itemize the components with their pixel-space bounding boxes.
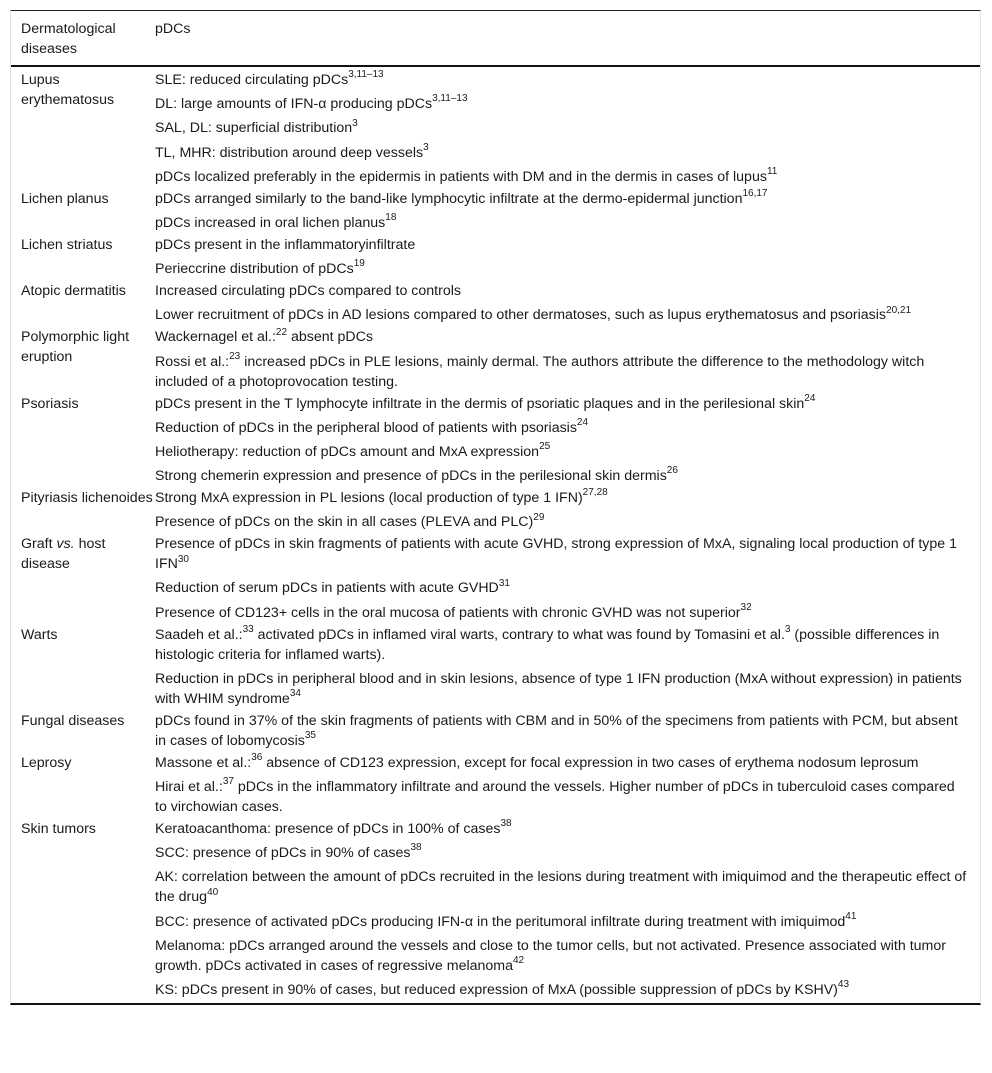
disease-name-cell: Graft vs. host disease: [21, 536, 106, 573]
finding-item: BCC: presence of activated pDCs producing IFN-α in the peritumoral infiltrate during treatment with imiquimod$^{41}$: [155, 910, 857, 930]
disease-name-cell: Polymorphic light eruption: [21, 329, 130, 366]
reference-superscript: 25: [539, 441, 551, 453]
finding-item: Reduction of pDCs in the peripheral blood of patients with psoriasis$^{24}$: [155, 416, 589, 436]
finding-item: Massone et al.:$^{36}$ absence of CD123 expression, except for focal expression in two cases of erythema nodosum leprosum: [155, 752, 919, 771]
finding-item: Heliotherapy: reduction of pDCs amount and MxA expression$^{25}$: [155, 441, 551, 460]
table-row: [11, 326, 980, 392]
reference-superscript: 31: [498, 577, 510, 589]
pdcs-findings-cell: [155, 710, 980, 752]
finding-item: Perieccrine distribution of pDCs$^{19}$: [155, 258, 365, 278]
finding-item: Hirai et al.:$^{37}$ pDCs in the inflammatory infiltrate and around the vessels. Higher number of pDCs in tuberculoid cases compared to virchowian cases.: [155, 776, 955, 815]
reference-superscript: 32: [740, 601, 752, 613]
table-row: [11, 280, 980, 326]
reference-superscript: 38: [500, 818, 512, 830]
finding-item: AK: correlation between the amount of pDCs recruited in the lesions during treatment with imiquimod and the therapeutic effect of the drug$^{40}$: [155, 869, 967, 906]
pdcs-findings-cell: [155, 393, 980, 488]
disease-name-cell: Lupus erythematosus: [21, 72, 115, 108]
finding-item: SAL, DL: superficial distribution$^3$: [155, 117, 358, 137]
disease-name-cell: Leprosy: [21, 754, 72, 771]
finding-item: Increased circulating pDCs compared to controls: [155, 283, 461, 300]
reference-superscript: 3,11–13: [348, 69, 384, 81]
reference-superscript: 36: [251, 752, 263, 764]
reference-superscript: 3: [784, 623, 791, 635]
table-header-row: [11, 11, 980, 67]
table-row: [11, 234, 980, 280]
finding-item: pDCs increased in oral lichen planus$^{18}$: [155, 212, 397, 231]
reference-superscript: 27,28: [582, 487, 608, 499]
reference-superscript: 37: [222, 776, 234, 788]
pdcs-findings-cell: [155, 752, 980, 818]
reference-superscript: 18: [385, 212, 397, 224]
finding-item: Strong chemerin expression and presence of pDCs in the perilesional skin dermis$^{26}$: [155, 465, 678, 485]
pdcs-findings-cell: [155, 533, 980, 623]
table-row: [11, 818, 980, 1001]
finding-item: Reduction of serum pDCs in patients with acute GVHD$^{31}$: [155, 577, 510, 597]
dermatological-diseases-pdcs-table: [10, 10, 981, 1005]
finding-item: pDCs present in the T lymphocyte infiltrate in the dermis of psoriatic plaques and in the perilesional skin$^{24}$: [155, 392, 816, 412]
reference-superscript: 16,17: [742, 188, 768, 200]
reference-superscript: 3: [423, 141, 429, 153]
disease-name-cell: Lichen planus: [21, 190, 109, 207]
finding-item: SLE: reduced circulating pDCs$^{3,11-13}$: [155, 69, 384, 88]
reference-superscript: 42: [513, 955, 525, 967]
reference-superscript: 38: [410, 842, 422, 854]
finding-item: Reduction in pDCs in peripheral blood and in skin lesions, absence of type 1 IFN production (MxA without expression) in patients with WHIM syndrome$^{34}$: [155, 670, 962, 707]
reference-superscript: 19: [353, 258, 365, 270]
pdcs-findings-cell: [155, 487, 980, 533]
table-row: [11, 487, 980, 533]
disease-name-cell: Fungal diseases: [21, 712, 125, 729]
disease-name-cell: Skin tumors: [21, 821, 96, 837]
table-row: [11, 624, 980, 710]
finding-item: pDCs present in the inflammatoryinfiltrate: [155, 236, 416, 253]
reference-superscript: 24: [804, 392, 816, 404]
pdcs-findings-cell: [155, 69, 980, 188]
table-row: [11, 533, 980, 623]
finding-item: Presence of CD123+ cells in the oral mucosa of patients with chronic GVHD was not superior$^{32}$: [155, 601, 752, 621]
reference-superscript: 33: [242, 623, 254, 635]
header-dermatological-diseases: Dermatological diseases: [21, 21, 116, 57]
reference-superscript: 26: [666, 465, 678, 477]
reference-superscript: 41: [845, 910, 857, 922]
table-row: [11, 710, 980, 752]
reference-superscript: 29: [533, 511, 545, 523]
pdcs-findings-cell: [155, 188, 980, 234]
disease-name-cell: Warts: [21, 626, 58, 643]
reference-superscript: 40: [207, 886, 219, 898]
finding-item: pDCs found in 37% of the skin fragments of patients with CBM and in 50% of the specimens from patients with PCM, but absent in cases of lobomycosis$^{35}$: [155, 712, 958, 749]
table-row: [11, 393, 980, 488]
reference-superscript: 43: [837, 979, 850, 991]
finding-item: Lower recruitment of pDCs in AD lesions compared to other dermatoses, such as lupus erythematosus and psoriasis$^{20,21}$: [155, 304, 912, 324]
disease-name-cell: Pityriasis lichenoides: [21, 490, 153, 507]
finding-item: KS: pDCs present in 90% of cases, but reduced expression of MxA (possible suppression of pDCs by KSHV)$^{43}$: [155, 979, 850, 998]
finding-item: Melanoma: pDCs arranged around the vessels and close to the tumor cells, but not activated. Presence associated with tumor growth. pDCs activated in cases of regressive melanoma$^{42}$: [155, 937, 946, 974]
header-pdcs: pDCs: [155, 21, 191, 37]
pdcs-findings-cell: [155, 326, 980, 392]
reference-superscript: 34: [289, 688, 301, 700]
finding-item: Wackernagel et al.:$^{22}$ absent pDCs: [155, 326, 374, 346]
reference-superscript: 3,11–13: [432, 93, 468, 105]
finding-item: pDCs localized preferably in the epidermis in patients with DM and in the dermis in cases of lupus$^{11}$: [155, 166, 778, 185]
finding-item: Presence of pDCs on the skin in all cases (PLEVA and PLC)$^{29}$: [155, 511, 545, 531]
table-row: [11, 188, 980, 234]
finding-item: Rossi et al.:$^{23}$ increased pDCs in PLE lesions, mainly dermal. The authors attribute the difference to the methodology witch included of a photoprovocation testing.: [155, 350, 925, 390]
disease-name-cell: Atopic dermatitis: [21, 283, 126, 300]
pdcs-findings-cell: [155, 234, 980, 280]
finding-item: SCC: presence of pDCs in 90% of cases$^{38}$: [155, 842, 422, 862]
finding-item: Keratoacanthoma: presence of pDCs in 100% of cases$^{38}$: [155, 818, 512, 837]
reference-superscript: 23: [229, 350, 241, 362]
table-row: [11, 752, 980, 818]
reference-superscript: 20,21: [886, 304, 912, 316]
pdcs-findings-cell: [155, 818, 980, 1001]
finding-item: Saadeh et al.:$^{33}$ activated pDCs in inflamed viral warts, contrary to what was found by Tomasini et al.$^3$ (possible differences in histologic criteria for inflamed warts).: [155, 623, 940, 663]
disease-name-cell: Lichen striatus: [21, 236, 113, 253]
disease-name-cell: Psoriasis: [21, 395, 79, 412]
reference-superscript: 11: [766, 166, 778, 178]
table-body: [11, 67, 980, 1003]
italic-text: vs.: [56, 536, 75, 553]
finding-item: DL: large amounts of IFN-α producing pDCs$^{3,11-13}$: [155, 93, 468, 113]
reference-superscript: 24: [576, 416, 589, 428]
pdcs-findings-cell: [155, 280, 980, 326]
pdcs-findings-cell: [155, 624, 980, 710]
reference-superscript: 3: [352, 117, 358, 129]
reference-superscript: 22: [275, 326, 288, 338]
finding-item: Strong MxA expression in PL lesions (local production of type 1 IFN)$^{27,28}$: [155, 487, 608, 507]
reference-superscript: 30: [177, 553, 189, 565]
reference-superscript: 35: [304, 730, 316, 742]
finding-item: Presence of pDCs in skin fragments of patients with acute GVHD, strong expression of MxA, signaling local production of type 1 IFN$^{30}$: [155, 536, 957, 573]
table-row: [11, 69, 980, 188]
finding-item: pDCs arranged similarly to the band-like lymphocytic infiltrate at the dermo-epidermal junction$^{16,17}$: [155, 188, 768, 207]
finding-item: TL, MHR: distribution around deep vessels$^3$: [155, 141, 429, 161]
